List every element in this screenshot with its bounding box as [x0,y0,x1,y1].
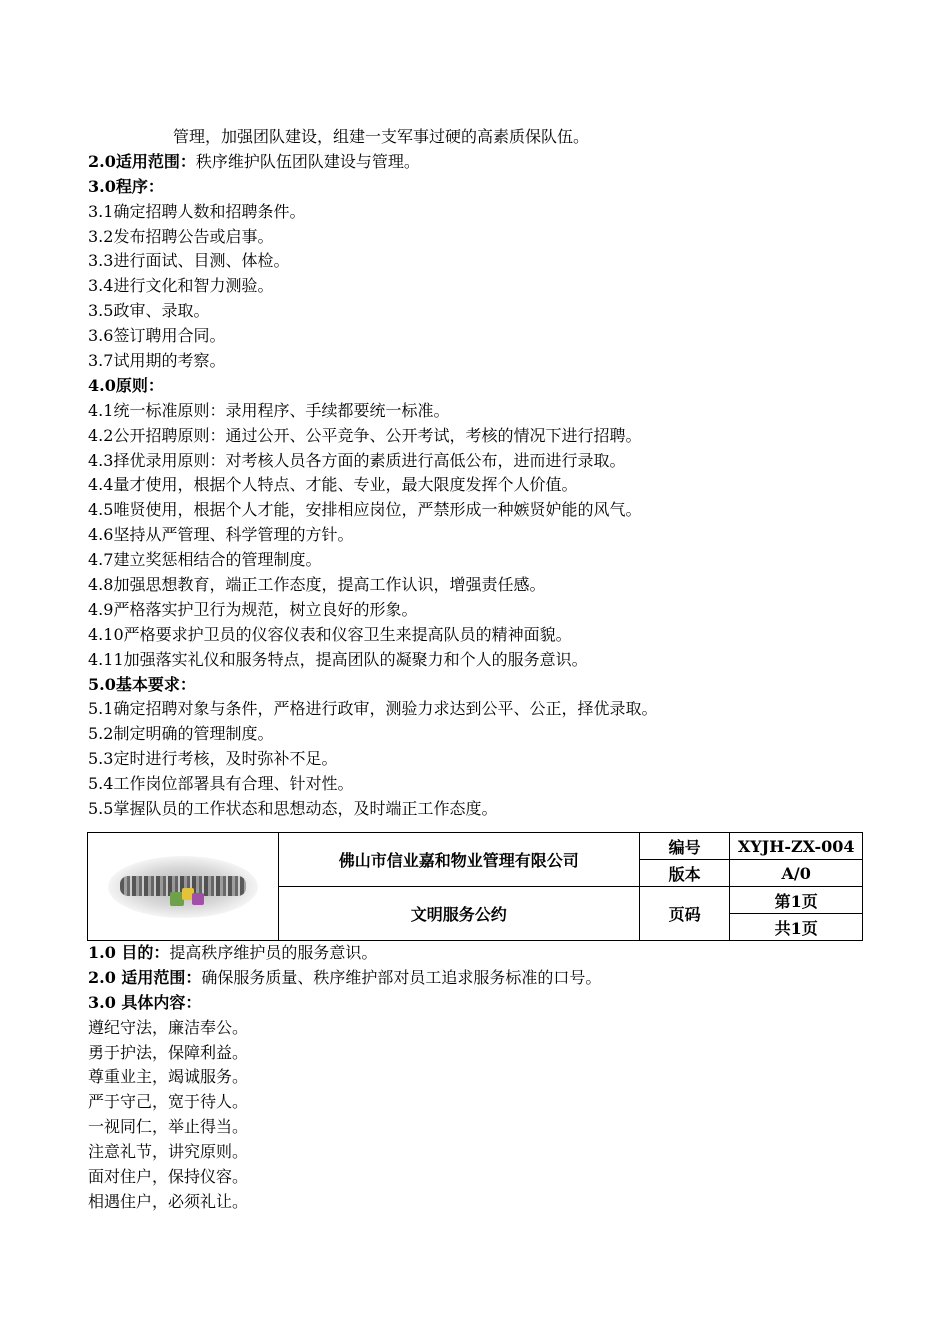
heading-label: 3.0程序： [88,176,164,196]
text-line [88,1041,878,1066]
company-logo [88,833,279,941]
line-text: 4.1统一标准原则：录用程序、手续都要统一标准。 [88,400,450,420]
text-line [88,1016,878,1041]
line-text: 5.1确定招聘对象与条件，严格进行政审，测验力求达到公平、公正，择优录取。 [88,699,658,719]
text-line [88,225,878,250]
line-text: 4.4量才使用，根据个人特点、才能、专业，最大限度发挥个人价值。 [88,475,578,495]
section-heading [88,673,878,698]
code-value: XYJH-ZX-004 [730,833,863,860]
line-text: 3.5政审、录取。 [88,301,210,321]
section-heading [88,941,878,966]
line-text: 5.3定时进行考核，及时弥补不足。 [88,749,338,769]
line-text: 提高秩序维护员的服务意识。 [169,943,378,962]
code-label: 编号 [639,833,730,860]
section-heading [88,991,878,1016]
company-name: 佛山市信业嘉和物业管理有限公司 [278,833,639,887]
line-text: 3.7试用期的考察。 [88,351,226,371]
line-text: 4.7建立奖惩相结合的管理制度。 [88,550,322,570]
line-text: 3.2发布招聘公告或启事。 [88,226,274,246]
line-text: 5.2制定明确的管理制度。 [88,724,274,744]
text-line [88,797,878,822]
text-line [88,722,878,747]
line-text: 3.3进行面试、目测、体检。 [88,251,290,271]
line-text: 面对住户，保持仪容。 [88,1167,249,1187]
section-heading [88,150,878,175]
document-header-table [87,832,863,941]
line-text: 确保服务质量、秩序维护部对员工追求服务标准的口号。 [201,967,602,987]
text-line [88,449,878,474]
text-line [88,1065,878,1090]
line-text: 勇于护法，保障利益。 [88,1042,249,1062]
section-heading [88,966,878,991]
line-text: 一视同仁，举止得当。 [88,1117,249,1137]
text-line [88,200,878,225]
line-text: 尊重业主，竭诚服务。 [88,1067,249,1087]
text-line [88,274,878,299]
line-text: 4.8加强思想教育，端正工作态度，提高工作认识，增强责任感。 [88,575,546,595]
page-current: 第1页 [730,887,863,914]
line-text: 3.6签订聘用合同。 [88,326,226,346]
line-text: 3.1确定招聘人数和招聘条件。 [88,201,306,221]
logo-image-icon [108,856,258,918]
line-text: 严于守己，宽于待人。 [88,1092,249,1112]
line-text: 5.4工作岗位部署具有合理、针对性。 [88,774,354,794]
text-line [88,349,878,374]
text-line [88,648,878,673]
text-line [88,697,878,722]
text-line [88,623,878,648]
text-line [88,1090,878,1115]
text-line [88,473,878,498]
text-line [88,1140,878,1165]
text-line [88,249,878,274]
line-text: 3.4进行文化和智力测验。 [88,276,274,296]
heading-label: 2.0适用范围： [88,151,196,171]
text-line [88,399,878,424]
line-text: 注意礼节，讲究原则。 [88,1142,249,1162]
heading-label: 1.0 目的： [88,943,170,962]
section-recruitment [88,125,878,822]
line-text: 4.3择优录用原则：对考核人员各方面的素质进行高低公布，进而进行录取。 [88,450,626,470]
version-label: 版本 [639,860,730,887]
heading-label: 2.0 适用范围： [88,967,202,987]
heading-label: 4.0原则： [88,375,164,395]
line-text: 秩序维护队伍团队建设与管理。 [195,151,420,171]
section-service-pledge [88,941,878,1215]
heading-label: 5.0基本要求： [88,674,196,694]
text-line [88,598,878,623]
line-text: 4.5唯贤使用，根据个人才能，安排相应岗位，严禁形成一种嫉贤妒能的风气。 [88,500,642,520]
line-text: 4.11加强落实礼仪和服务特点，提高团队的凝聚力和个人的服务意识。 [88,649,588,669]
line-text: 相遇住户，必须礼让。 [88,1191,249,1211]
line-text: 管理，加强团队建设，组建一支军事过硬的高素质保队伍。 [173,127,590,146]
line-text: 遵纪守法，廉洁奉公。 [88,1017,249,1037]
line-text: 5.5掌握队员的工作状态和思想动态，及时端正工作态度。 [88,799,498,819]
line-text: 4.2公开招聘原则：通过公开、公平竞争、公开考试，考核的情况下进行招聘。 [88,425,642,445]
line-text: 4.9严格落实护卫行为规范，树立良好的形象。 [88,599,418,619]
section-heading [88,175,878,200]
text-line [88,125,878,150]
page-total: 共1页 [730,914,863,941]
text-line [88,498,878,523]
page-label: 页码 [639,887,730,941]
text-line [88,573,878,598]
text-line [88,1190,878,1215]
section-heading [88,374,878,399]
heading-label: 3.0 具体内容： [88,992,202,1012]
text-line [88,523,878,548]
text-line [88,1115,878,1140]
version-value: A/0 [730,860,863,887]
text-line [88,424,878,449]
text-line [88,772,878,797]
text-line [88,548,878,573]
text-line [88,1165,878,1190]
text-line [88,747,878,772]
doc-title: 文明服务公约 [278,887,639,941]
line-text: 4.6坚持从严管理、科学管理的方针。 [88,525,354,545]
line-text: 4.10严格要求护卫员的仪容仪表和仪容卫生来提高队员的精神面貌。 [88,624,572,644]
text-line [88,324,878,349]
text-line [88,299,878,324]
